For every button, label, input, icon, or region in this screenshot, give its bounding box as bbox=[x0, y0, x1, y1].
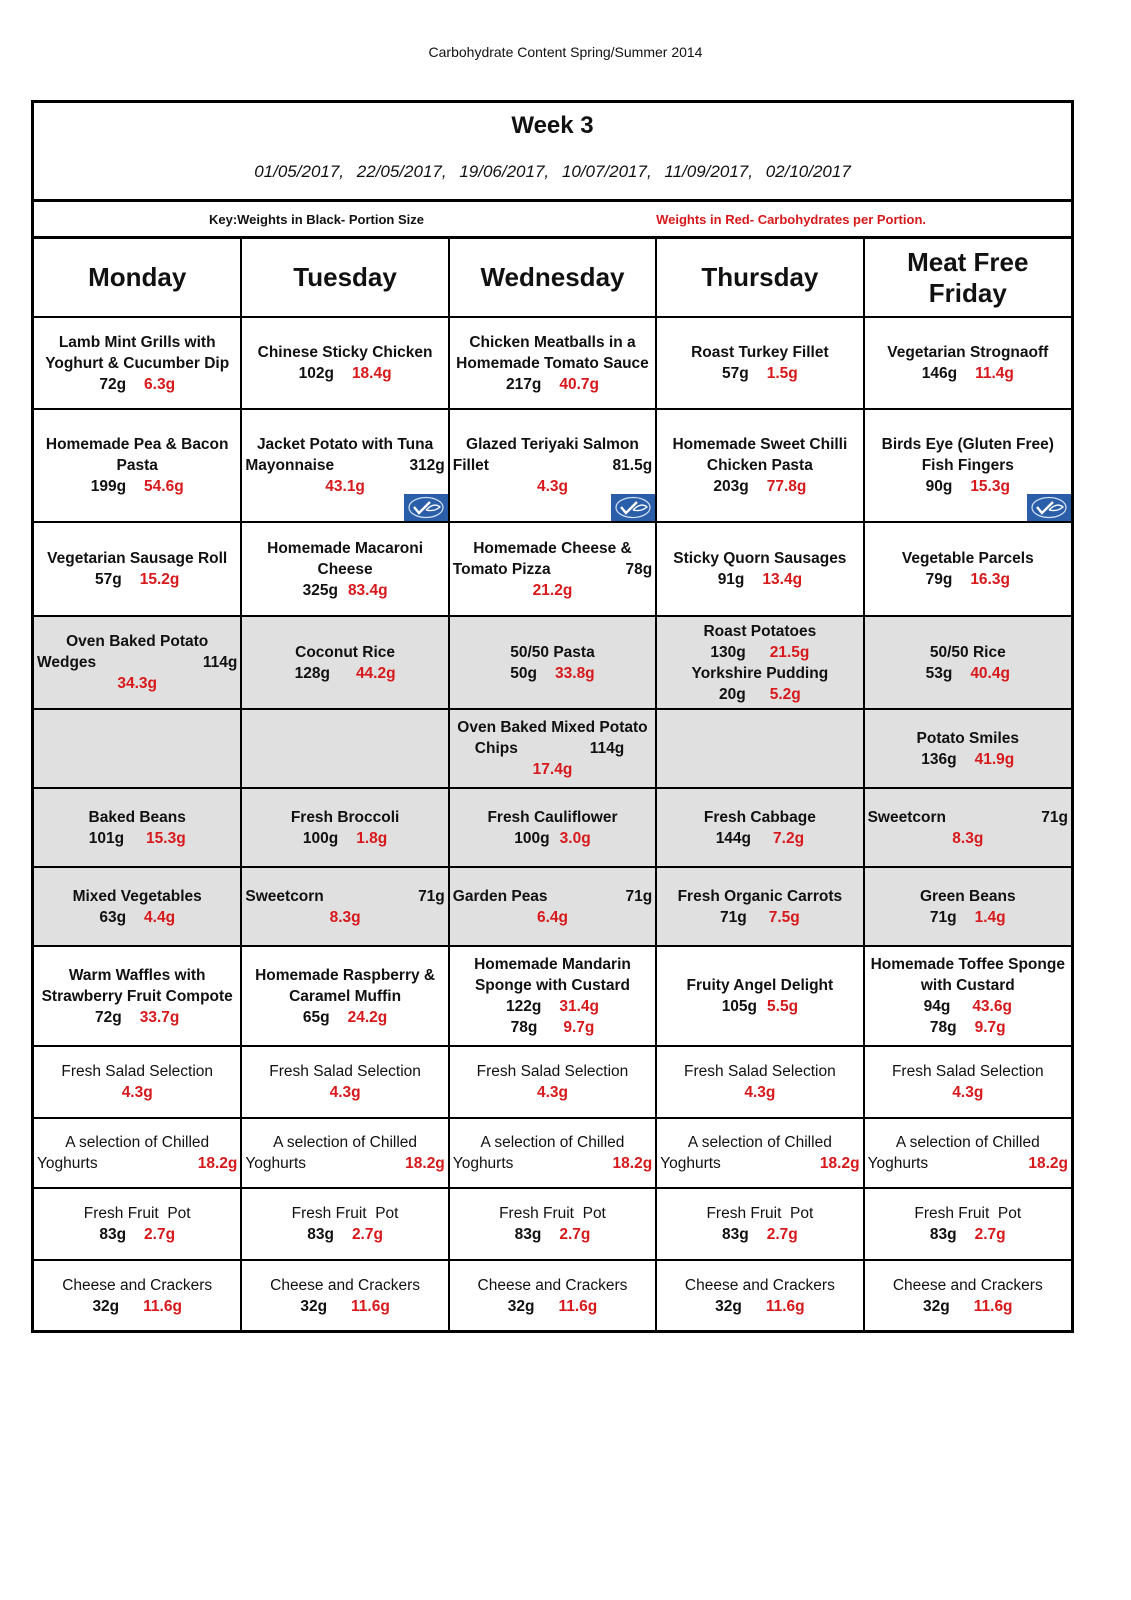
carbs: 34.3g bbox=[117, 675, 158, 692]
dish-name: Cheese and Crackers bbox=[684, 1276, 835, 1294]
carbs: 8.3g bbox=[329, 908, 361, 926]
dish-name: Fruity Angel Delight bbox=[686, 977, 834, 994]
carbs: 18.4g bbox=[351, 365, 392, 382]
portion: 65g bbox=[302, 1008, 330, 1026]
menu-cell bbox=[449, 317, 656, 409]
carbs: 2.7g bbox=[974, 1226, 1006, 1243]
dish-name: Oven Baked Mixed Potato bbox=[457, 719, 648, 736]
carbs: 15.2g bbox=[139, 571, 180, 588]
dish-name-cont: Yoghurts bbox=[245, 1155, 307, 1172]
portion: 100g bbox=[302, 829, 339, 847]
dish-name: A selection of Chilled bbox=[273, 1134, 418, 1151]
date: 22/05/2017, bbox=[356, 162, 447, 181]
key-red: Weights in Red- Carbohydrates per Portion. bbox=[656, 211, 926, 227]
carbs: 40.7g bbox=[559, 375, 599, 393]
dish-name: Cheese and Crackers bbox=[477, 1276, 628, 1294]
dish-name: Fresh Salad Selection bbox=[269, 1063, 421, 1080]
portion: 32g bbox=[92, 1297, 120, 1315]
portion: 203g bbox=[713, 478, 749, 495]
dish-name: Homemade Macaroni Cheese bbox=[267, 539, 424, 578]
date: 10/07/2017, bbox=[561, 162, 652, 181]
date: 01/05/2017, bbox=[254, 162, 345, 181]
carbs: 4.3g bbox=[121, 1084, 153, 1101]
carbs: 5.5g bbox=[767, 998, 799, 1015]
menu-cell bbox=[241, 317, 448, 409]
dish-name: Coconut Rice bbox=[295, 643, 396, 661]
menu-cell bbox=[241, 946, 448, 1046]
menu-cell bbox=[864, 522, 1071, 616]
dish-name-cont: Mayonnaise bbox=[245, 457, 335, 474]
custard-portion: 78g bbox=[510, 1019, 538, 1036]
cheese-row bbox=[34, 1260, 1071, 1330]
menu-cell bbox=[34, 946, 241, 1046]
dish-name: Fresh Salad Selection bbox=[61, 1063, 214, 1080]
carbs: 17.4g bbox=[532, 761, 573, 778]
portion: 83g bbox=[722, 1226, 749, 1243]
dish-name-cont: Fillet bbox=[452, 457, 489, 474]
portion: 83g bbox=[929, 1226, 957, 1243]
dish-name-cont: Chips bbox=[474, 740, 518, 757]
menu-cell bbox=[864, 1046, 1071, 1118]
dish-name: Green Beans bbox=[919, 887, 1016, 905]
dish-name: Yorkshire Pudding bbox=[691, 664, 829, 682]
custard-portion: 78g bbox=[929, 1019, 957, 1036]
day-wednesday: Wednesday bbox=[449, 239, 656, 317]
dish-name: Vegetable Parcels bbox=[901, 550, 1034, 567]
menu-cell bbox=[449, 867, 656, 946]
day-monday: Monday bbox=[34, 239, 241, 317]
portion: 72g bbox=[99, 375, 127, 393]
dish-name-cont: Yoghurts bbox=[37, 1155, 98, 1172]
menu-sheet bbox=[31, 100, 1074, 1333]
dish-name: Fresh Cauliflower bbox=[487, 808, 618, 826]
day-header-row bbox=[34, 239, 1071, 317]
carbs: 18.2g bbox=[819, 1155, 860, 1172]
dish-name: Fresh Broccoli bbox=[290, 808, 400, 826]
empty-cell bbox=[34, 709, 241, 788]
menu-cell bbox=[34, 409, 241, 522]
portion: 50g bbox=[510, 664, 538, 682]
menu-cell bbox=[656, 317, 863, 409]
portion: 122g bbox=[505, 998, 542, 1015]
portion: 53g bbox=[925, 664, 953, 682]
menu-cell bbox=[449, 1260, 656, 1330]
day-friday: Meat Free Friday bbox=[864, 239, 1071, 317]
carbs: 33.8g bbox=[555, 664, 595, 682]
carbs: 6.4g bbox=[536, 908, 568, 926]
dish-name-cont: Yoghurts bbox=[660, 1155, 721, 1172]
menu-cell bbox=[656, 616, 863, 709]
dish-name: A selection of Chilled bbox=[65, 1134, 210, 1151]
carbs: 13.4g bbox=[762, 571, 803, 588]
carbs: 2.7g bbox=[351, 1226, 383, 1243]
menu-cell bbox=[864, 317, 1071, 409]
menu-cell bbox=[864, 946, 1071, 1046]
portion: 83g bbox=[99, 1226, 127, 1243]
portion: 100g bbox=[514, 829, 550, 847]
dish-name: Potato Smiles bbox=[916, 729, 1020, 747]
carbs: 4.4g bbox=[144, 908, 176, 926]
menu-cell bbox=[449, 616, 656, 709]
date: 19/06/2017, bbox=[459, 162, 550, 181]
carbs: 8.3g bbox=[952, 829, 984, 847]
portion: 91g bbox=[717, 571, 745, 588]
carbs: 4.3g bbox=[536, 478, 568, 495]
portion: 101g bbox=[88, 829, 125, 847]
menu-cell bbox=[864, 1118, 1071, 1188]
dish-name: Fresh Fruit Pot bbox=[83, 1205, 191, 1222]
menu-cell bbox=[864, 616, 1071, 709]
week-title: Week 3 bbox=[511, 112, 594, 139]
dish-name: Homemade Sweet Chilli Chicken Pasta bbox=[672, 436, 848, 474]
carbs: 11.6g bbox=[765, 1297, 805, 1315]
dish-name: Fresh Fruit Pot bbox=[291, 1205, 399, 1222]
dish-name: Mixed Vegetables bbox=[72, 887, 202, 905]
menu-cell bbox=[449, 522, 656, 616]
vegetable-row bbox=[34, 788, 1071, 867]
menu-cell bbox=[34, 522, 241, 616]
menu-cell bbox=[449, 1046, 656, 1118]
menu-cell bbox=[34, 1188, 241, 1260]
portion: 105g bbox=[721, 998, 758, 1015]
menu-cell bbox=[241, 522, 448, 616]
menu-cell bbox=[34, 616, 241, 709]
portion: 102g bbox=[298, 365, 334, 382]
day-tuesday: Tuesday bbox=[241, 239, 448, 317]
vegetarian-row bbox=[34, 522, 1071, 616]
carbs: 1.8g bbox=[356, 829, 388, 847]
carbs: 6.3g bbox=[144, 375, 176, 393]
menu-cell bbox=[864, 788, 1071, 867]
dish-name: Jacket Potato with Tuna bbox=[256, 436, 434, 453]
carbs: 21.5g bbox=[769, 643, 810, 661]
carbs: 41.9g bbox=[974, 750, 1015, 768]
carbs: 1.5g bbox=[766, 365, 798, 382]
dish-name: Glazed Teriyaki Salmon bbox=[466, 436, 639, 453]
document-title: Carbohydrate Content Spring/Summer 2014 bbox=[428, 44, 703, 60]
menu-cell bbox=[34, 1260, 241, 1330]
dish-name: Fresh Salad Selection bbox=[476, 1063, 629, 1080]
dish-name: Fresh Fruit Pot bbox=[499, 1205, 606, 1222]
menu-cell bbox=[449, 788, 656, 867]
custard-carbs: 9.7g bbox=[563, 1019, 595, 1036]
dish-name: A selection of Chilled bbox=[480, 1134, 625, 1151]
menu-cell bbox=[656, 1260, 863, 1330]
dish-name: Vegetarian Strognaoff bbox=[887, 344, 1049, 361]
dish-name: Homemade Mandarin Sponge with Custard bbox=[474, 956, 631, 994]
menu-cell bbox=[864, 709, 1071, 788]
menu-cell bbox=[656, 867, 863, 946]
yoghurt-row bbox=[34, 1118, 1071, 1188]
menu-cell bbox=[449, 946, 656, 1046]
carbs: 18.2g bbox=[612, 1155, 653, 1172]
portion: 146g bbox=[921, 365, 958, 382]
portion: 71g bbox=[625, 887, 653, 905]
custard-carbs: 9.7g bbox=[974, 1019, 1006, 1036]
carbs: 4.3g bbox=[329, 1084, 361, 1101]
menu-cell bbox=[241, 867, 448, 946]
menu-cell bbox=[241, 409, 448, 522]
carbs: 11.4g bbox=[975, 365, 1014, 382]
carbs: 4.3g bbox=[952, 1084, 984, 1101]
portion: 81.5g bbox=[612, 457, 653, 474]
carbs: 44.2g bbox=[355, 664, 396, 682]
menu-cell bbox=[656, 1046, 863, 1118]
dish-name: Cheese and Crackers bbox=[892, 1276, 1043, 1294]
carbs: 18.2g bbox=[405, 1155, 445, 1172]
dish-name: Baked Beans bbox=[88, 808, 186, 826]
carbs: 7.5g bbox=[768, 908, 800, 926]
dish-name: Roast Turkey Fillet bbox=[691, 344, 829, 361]
carbs: 43.6g bbox=[972, 998, 1012, 1015]
dish-name: A selection of Chilled bbox=[687, 1134, 832, 1151]
empty-cell bbox=[656, 709, 863, 788]
carbs: 4.3g bbox=[744, 1084, 776, 1101]
menu-cell bbox=[656, 788, 863, 867]
salad-row bbox=[34, 1046, 1071, 1118]
dish-name-cont: Tomato Pizza bbox=[452, 560, 551, 578]
portion: 32g bbox=[923, 1297, 950, 1315]
dish-name: Birds Eye (Gluten Free) Fish Fingers bbox=[881, 436, 1054, 474]
dish-name: Fresh Organic Carrots bbox=[677, 887, 843, 905]
dish-name: Fresh Fruit Pot bbox=[706, 1205, 814, 1222]
key-black: Key:Weights in Black- Portion Size bbox=[208, 211, 424, 227]
portion: 63g bbox=[99, 908, 127, 926]
portion: 83g bbox=[514, 1226, 542, 1243]
msc-fish-icon bbox=[611, 494, 655, 521]
menu-cell bbox=[34, 867, 241, 946]
fruit-row bbox=[34, 1188, 1071, 1260]
dish-name: 50/50 Pasta bbox=[510, 643, 595, 661]
menu-cell bbox=[241, 788, 448, 867]
carbs: 15.3g bbox=[146, 829, 186, 847]
dish-name: Fresh Salad Selection bbox=[684, 1063, 836, 1080]
menu-cell bbox=[449, 709, 656, 788]
carbs: 33.7g bbox=[139, 1008, 180, 1026]
dish-name: Vegetarian Sausage Roll bbox=[47, 550, 228, 567]
menu-cell bbox=[449, 1188, 656, 1260]
carbs: 40.4g bbox=[970, 664, 1010, 682]
menu-cell bbox=[241, 1260, 448, 1330]
menu-cell bbox=[864, 1260, 1071, 1330]
dessert-row bbox=[34, 946, 1071, 1046]
carbs: 18.2g bbox=[197, 1155, 238, 1172]
portion: 71g bbox=[929, 908, 957, 926]
carbs: 11.6g bbox=[351, 1297, 390, 1315]
portion: 32g bbox=[300, 1297, 328, 1315]
menu-cell bbox=[34, 788, 241, 867]
dish-name: Oven Baked Potato bbox=[66, 633, 209, 650]
portion: 72g bbox=[95, 1008, 122, 1026]
menu-cell bbox=[241, 1046, 448, 1118]
portion: 71g bbox=[1041, 808, 1068, 826]
menu-table bbox=[34, 239, 1071, 1330]
carbs: 5.2g bbox=[769, 685, 801, 703]
day-thursday: Thursday bbox=[656, 239, 863, 317]
carbs: 11.6g bbox=[973, 1297, 1013, 1315]
carbs: 15.3g bbox=[970, 478, 1010, 495]
dish-name: Sweetcorn bbox=[867, 808, 946, 826]
carbs: 11.6g bbox=[143, 1297, 182, 1315]
menu-cell bbox=[449, 1118, 656, 1188]
carbs: 24.2g bbox=[347, 1008, 388, 1026]
portion: 57g bbox=[95, 571, 122, 588]
portion: 114g bbox=[202, 654, 238, 671]
dish-name: Warm Waffles with Strawberry Fruit Compote bbox=[41, 966, 233, 1005]
carbs: 2.7g bbox=[559, 1226, 591, 1243]
carbs: 2.7g bbox=[766, 1226, 798, 1243]
key-legend bbox=[34, 202, 1071, 239]
menu-cell bbox=[34, 317, 241, 409]
main-course-row bbox=[34, 409, 1071, 522]
dish-name: Fresh Cabbage bbox=[703, 808, 816, 826]
week-header bbox=[34, 103, 1071, 202]
dish-name: Roast Potatoes bbox=[703, 622, 817, 640]
portion: 32g bbox=[507, 1297, 535, 1315]
carbs: 3.0g bbox=[559, 829, 591, 847]
portion: 79g bbox=[925, 571, 953, 588]
menu-cell bbox=[449, 409, 656, 522]
menu-cell bbox=[864, 1188, 1071, 1260]
side-row bbox=[34, 709, 1071, 788]
menu-cell bbox=[241, 616, 448, 709]
dish-name: Cheese and Crackers bbox=[270, 1276, 421, 1294]
main-course-row bbox=[34, 317, 1071, 409]
menu-cell bbox=[241, 1188, 448, 1260]
dish-name: 50/50 Rice bbox=[929, 643, 1006, 661]
empty-cell bbox=[241, 709, 448, 788]
date: 02/10/2017 bbox=[765, 162, 851, 181]
portion: 199g bbox=[90, 478, 127, 495]
menu-cell bbox=[34, 1046, 241, 1118]
menu-cell bbox=[864, 867, 1071, 946]
menu-cell bbox=[656, 946, 863, 1046]
dish-name: Homemade Toffee Sponge with Custard bbox=[870, 956, 1065, 994]
portion: 71g bbox=[418, 887, 445, 905]
portion: 325g bbox=[302, 581, 338, 599]
dish-name: Homemade Cheese & bbox=[473, 539, 632, 557]
vegetable-row bbox=[34, 867, 1071, 946]
dish-name-cont: Yoghurts bbox=[867, 1155, 929, 1172]
carbs: 21.2g bbox=[532, 581, 573, 599]
week-dates bbox=[34, 162, 1071, 182]
portion: 136g bbox=[921, 750, 957, 768]
portion: 144g bbox=[715, 829, 752, 847]
dish-name-cont: Yoghurts bbox=[452, 1155, 514, 1172]
menu-cell bbox=[34, 1118, 241, 1188]
carbs: 83.4g bbox=[347, 581, 388, 599]
carbs: 7.2g bbox=[773, 829, 805, 847]
carbs: 54.6g bbox=[144, 478, 184, 495]
carbs: 11.6g bbox=[558, 1297, 598, 1315]
menu-cell bbox=[656, 1118, 863, 1188]
portion: 20g bbox=[719, 685, 746, 703]
side-row bbox=[34, 616, 1071, 709]
menu-cell bbox=[241, 1118, 448, 1188]
carbs: 4.3g bbox=[536, 1084, 568, 1101]
portion: 217g bbox=[505, 375, 542, 393]
carbs: 2.7g bbox=[144, 1226, 176, 1243]
dish-name-cont: Wedges bbox=[37, 654, 97, 671]
menu-cell bbox=[656, 409, 863, 522]
portion: 114g bbox=[589, 740, 625, 757]
portion: 32g bbox=[715, 1297, 742, 1315]
dish-name: Homemade Pea & Bacon Pasta bbox=[45, 436, 229, 474]
dish-name: Fresh Fruit Pot bbox=[914, 1205, 1022, 1222]
dish-name: Chicken Meatballs in a Homemade Tomato Sauce bbox=[456, 333, 649, 372]
portion: 71g bbox=[720, 908, 747, 926]
dish-name: Cheese and Crackers bbox=[62, 1276, 213, 1294]
dish-name: Fresh Salad Selection bbox=[891, 1063, 1044, 1080]
carbs: 31.4g bbox=[559, 998, 599, 1015]
dish-name: Sticky Quorn Sausages bbox=[673, 550, 847, 567]
carbs: 77.8g bbox=[766, 478, 807, 495]
dish-name: Sweetcorn bbox=[245, 887, 324, 905]
dish-name: A selection of Chilled bbox=[895, 1134, 1040, 1151]
menu-cell bbox=[656, 522, 863, 616]
dish-name: Chinese Sticky Chicken bbox=[257, 344, 433, 361]
dish-name: Lamb Mint Grills with Yoghurt & Cucumber Dip bbox=[45, 333, 230, 372]
date: 11/09/2017, bbox=[664, 162, 753, 181]
carbs: 16.3g bbox=[970, 571, 1010, 588]
portion: 128g bbox=[294, 664, 330, 682]
msc-fish-icon bbox=[404, 494, 448, 521]
portion: 57g bbox=[722, 365, 749, 382]
msc-fish-icon bbox=[1027, 494, 1071, 521]
portion: 78g bbox=[625, 560, 653, 578]
portion: 94g bbox=[923, 998, 951, 1015]
menu-cell bbox=[864, 409, 1071, 522]
portion: 130g bbox=[710, 643, 746, 661]
dish-name: Homemade Raspberry & Caramel Muffin bbox=[255, 966, 436, 1005]
dish-name: Garden Peas bbox=[452, 887, 548, 905]
carbs: 43.1g bbox=[325, 478, 365, 495]
portion: 83g bbox=[307, 1226, 334, 1243]
carbs: 1.4g bbox=[974, 908, 1006, 926]
carbs: 18.2g bbox=[1028, 1155, 1068, 1172]
menu-cell bbox=[656, 1188, 863, 1260]
portion: 90g bbox=[925, 478, 953, 495]
portion: 312g bbox=[409, 457, 445, 474]
